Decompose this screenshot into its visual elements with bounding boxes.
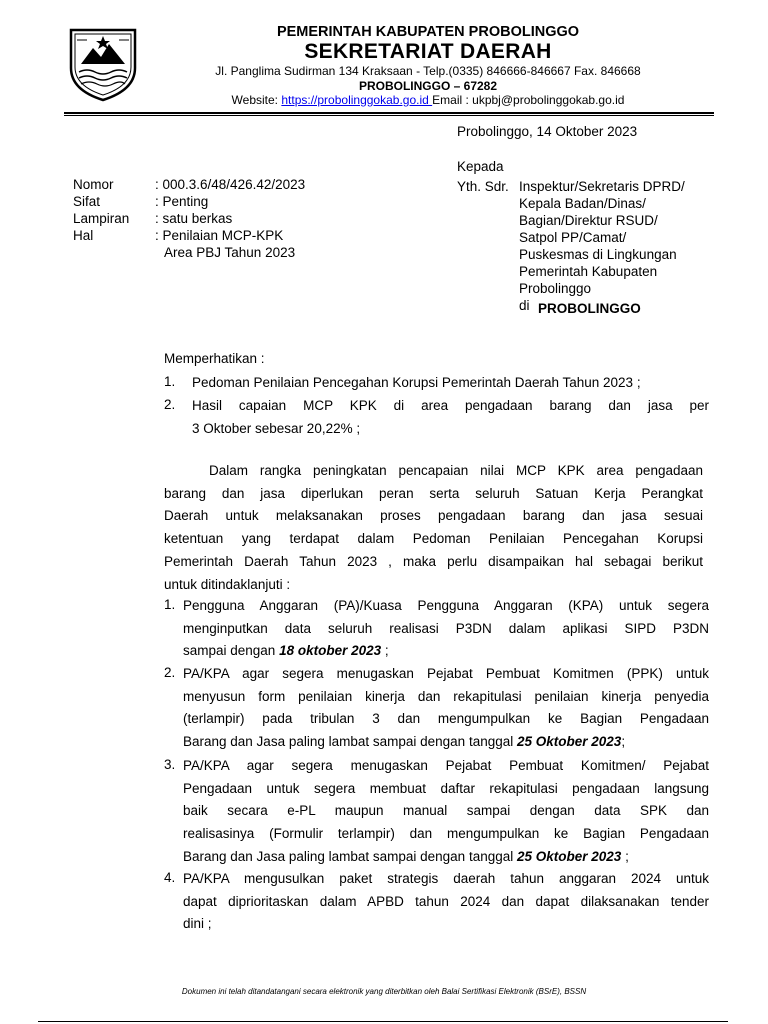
e-signature-note: Dokumen ini telah ditandatangani secara elektronik yang diterbitkan oleh Balai Sertifikasi Elektronik (BSrE), BSSN bbox=[181, 987, 587, 996]
hal-label: Hal bbox=[73, 228, 94, 243]
lampiran-label: Lampiran bbox=[73, 211, 130, 226]
website-label: Website: bbox=[231, 93, 282, 107]
sifat-value: : Penting bbox=[155, 194, 209, 209]
recipient-line: di bbox=[519, 298, 530, 313]
website-link[interactable]: https://probolinggokab.go.id bbox=[281, 93, 433, 107]
hal-value: : Penilaian MCP-KPK bbox=[155, 228, 284, 243]
consideration-number: 2. bbox=[164, 397, 176, 412]
yth-label: Yth. Sdr. bbox=[457, 179, 509, 194]
consideration-number: 1. bbox=[164, 374, 176, 389]
text-fragment: Barang dan Jasa paling lambat sampai dengan tanggal bbox=[183, 734, 517, 750]
text-line: Hasil capaian MCP KPK di area pengadaan barang dan jasa per bbox=[192, 398, 709, 413]
text-fragment: Barang dan Jasa paling lambat sampai dengan tanggal bbox=[183, 848, 517, 864]
office-address: Jl. Panglima Sudirman 134 Kraksaan - Telp.(0335) 846666-846667 Fax. 846668 bbox=[215, 64, 641, 78]
footer-rule bbox=[38, 1021, 728, 1022]
consideration-text bbox=[192, 395, 709, 440]
text-line: Pengguna Anggaran (PA)/Kuasa Pengguna Anggaran (KPA) untuk segera bbox=[183, 598, 709, 613]
text-line: Pemerintah Daerah Tahun 2023 , maka perlu disampaikan hal sebagai berikut bbox=[164, 553, 703, 569]
nomor-label: Nomor bbox=[73, 177, 114, 192]
letterhead-rule-thin bbox=[64, 115, 714, 116]
text-line: baik secara e-PL maupun manual sampai dengan data SPK dan bbox=[183, 803, 709, 819]
text-line: barang dan jasa diperlukan peran serta seluruh Satuan Kerja Perangkat bbox=[164, 485, 703, 501]
item-number: 2. bbox=[164, 665, 176, 680]
recipient-line: Pemerintah Kabupaten bbox=[519, 264, 658, 279]
email-text: Email : ukpbj@probolinggokab.go.id bbox=[432, 93, 625, 107]
text-line: dapat diprioritaskan dalam APBD tahun 2024 dan dapat dilaksanakan tender bbox=[183, 893, 709, 909]
recipient-list bbox=[519, 178, 685, 314]
contact-line bbox=[0, 93, 768, 107]
recipient-line: Probolinggo bbox=[519, 281, 592, 296]
item-number: 4. bbox=[164, 870, 176, 885]
text-line: menginputkan data seluruh realisasi P3DN dalam aplikasi SIPD P3DN bbox=[183, 620, 709, 636]
text-line: untuk ditindaklanjuti : bbox=[164, 576, 291, 592]
consideration-text: Pedoman Penilaian Pencegahan Korupsi Pemerintah Daerah Tahun 2023 ; bbox=[192, 375, 641, 390]
deadline-date: 18 oktober 2023 bbox=[279, 643, 382, 659]
memperhatikan-heading: Memperhatikan : bbox=[164, 351, 265, 366]
kepada-label: Kepada bbox=[457, 159, 504, 174]
text-line: Dalam rangka peningkatan pencapaian nilai MCP KPK area pengadaan bbox=[209, 463, 703, 478]
deadline-date: 25 Oktober 2023 bbox=[517, 848, 622, 864]
office-name: SEKRETARIAT DAERAH bbox=[304, 40, 552, 63]
item-number: 3. bbox=[164, 757, 176, 772]
text-fragment: sampai dengan bbox=[183, 643, 280, 659]
item-number: 1. bbox=[164, 597, 176, 612]
nomor-value: : 000.3.6/48/426.42/2023 bbox=[155, 177, 306, 192]
destination-city: PROBOLINGGO bbox=[538, 301, 641, 316]
item-text bbox=[183, 595, 709, 663]
recipient-line: Puskesmas di Lingkungan bbox=[519, 247, 677, 262]
intro-paragraph bbox=[164, 460, 703, 596]
item-text bbox=[183, 663, 709, 754]
text-fragment: ; bbox=[621, 848, 629, 864]
text-line: PA/KPA agar segera menugaskan Pejabat Pembuat Komitmen (PPK) untuk bbox=[183, 666, 709, 681]
text-line: ketentuan yang terdapat dalam Pedoman Penilaian Pencegahan Korupsi bbox=[164, 531, 703, 547]
text-line: PA/KPA mengusulkan paket strategis daerah tahun anggaran 2024 untuk bbox=[183, 871, 709, 886]
text-line: Daerah untuk melaksanakan proses pengadaan barang dan jasa sesuai bbox=[164, 508, 703, 524]
recipient-line: Inspektur/Sekretaris DPRD/ bbox=[519, 179, 685, 194]
text-line: (terlampir) pada tribulan 3 dan mengumpulkan ke Bagian Pengadaan bbox=[183, 711, 709, 727]
text-line: 3 Oktober sebesar 20,22% ; bbox=[192, 420, 361, 436]
city-zip: PROBOLINGGO – 67282 bbox=[358, 79, 498, 93]
lampiran-value: : satu berkas bbox=[155, 211, 233, 226]
recipient-line: Kepala Badan/Dinas/ bbox=[519, 196, 646, 211]
text-fragment: ; bbox=[621, 734, 626, 750]
item-text bbox=[183, 868, 709, 936]
text-line: dini ; bbox=[183, 916, 212, 932]
deadline-date: 25 Oktober 2023 bbox=[517, 734, 622, 750]
recipient-line: Satpol PP/Camat/ bbox=[519, 230, 627, 245]
text-line: menyusun form penilaian kinerja dan rekapitulasi penilaian kinerja penyedia bbox=[183, 688, 709, 704]
letter-date: Probolinggo, 14 Oktober 2023 bbox=[457, 124, 638, 139]
hal-value-cont: Area PBJ Tahun 2023 bbox=[164, 245, 296, 260]
recipient-line: Bagian/Direktur RSUD/ bbox=[519, 213, 658, 228]
item-text bbox=[183, 755, 709, 869]
text-fragment: ; bbox=[381, 643, 389, 659]
text-line: PA/KPA agar segera menugaskan Pejabat Pembuat Komitmen/ Pejabat bbox=[183, 758, 709, 773]
sifat-label: Sifat bbox=[73, 194, 101, 209]
government-name: PEMERINTAH KABUPATEN PROBOLINGGO bbox=[276, 24, 580, 40]
letterhead-rule-thick bbox=[64, 112, 714, 114]
text-line: realisasinya (Formulir terlampir) dan mengumpulkan ke Bagian Pengadaan bbox=[183, 826, 709, 842]
text-line: Pengadaan untuk segera membuat daftar rekapitulasi pengadaan langsung bbox=[183, 780, 709, 796]
